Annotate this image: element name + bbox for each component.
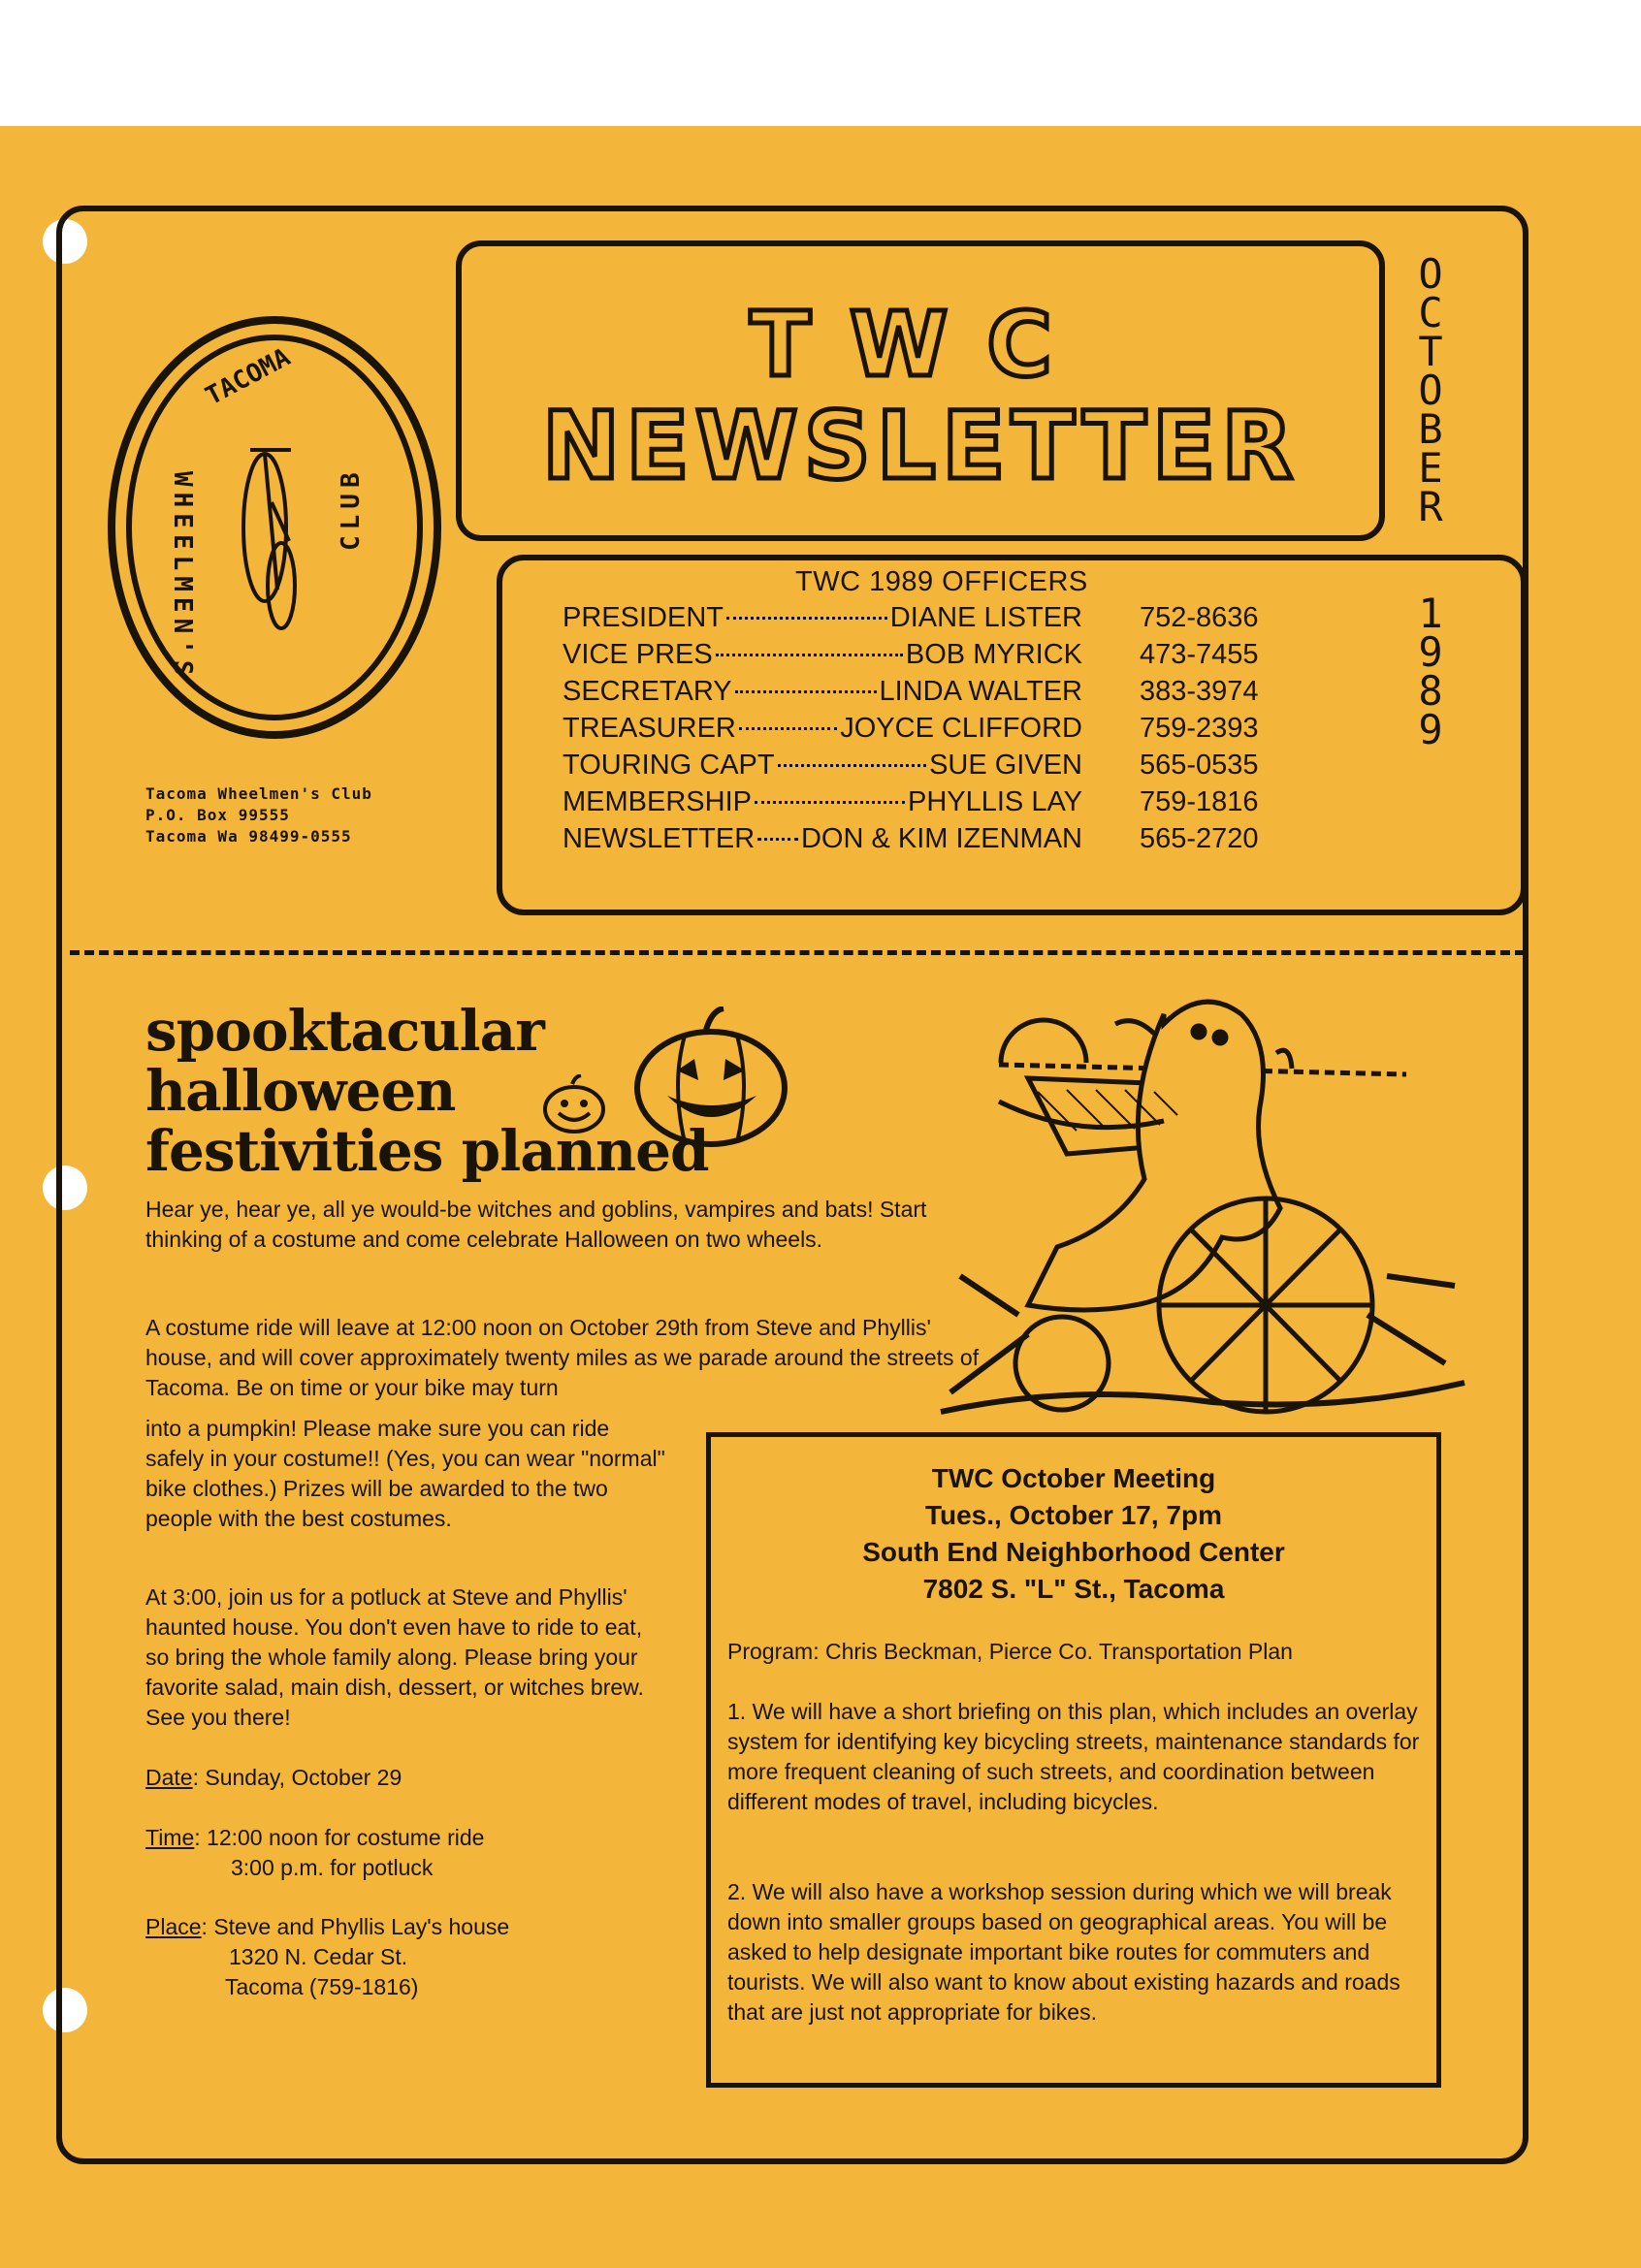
place-city: Tacoma (759-1816) (225, 1974, 419, 1999)
officer-role: VICE PRES (563, 639, 713, 670)
officer-name: LINDA WALTER (879, 676, 1082, 707)
bicycle-icon (243, 450, 295, 628)
meeting-item: 2. We will also have a workshop session during which we will break down into smaller groups based on geographical areas. You will be asked to help designate important bike routes for commuters and tourists. We will also want to know about existing hazards and roads that are just not appropriate for bikes. (727, 1879, 1400, 2025)
headline-line: festivities planned (145, 1118, 709, 1184)
year-digit: 1 (1418, 590, 1443, 637)
section-divider (70, 950, 1525, 955)
officer-role: TREASURER (563, 713, 736, 744)
time-value: : 12:00 noon for costume ride (194, 1825, 485, 1850)
meeting-title: TWC October Meeting (931, 1463, 1216, 1493)
time-value-potluck: 3:00 p.m. for potluck (231, 1855, 434, 1880)
club-logo (105, 308, 454, 759)
time-label: Time (145, 1825, 195, 1850)
address-line: P.O. Box 99555 (145, 806, 290, 824)
issue-month (1397, 250, 1464, 530)
officer-role: PRESIDENT (563, 602, 724, 633)
date-value: : Sunday, October 29 (192, 1765, 402, 1790)
meeting-program: Program: Chris Beckman, Pierce Co. Transportation Plan (727, 1639, 1293, 1664)
month-letter: E (1418, 444, 1443, 492)
officer-phone: 473-7455 (1140, 639, 1259, 670)
officer-row (563, 639, 1082, 676)
officer-row (563, 713, 1082, 750)
date-label: Date (145, 1765, 193, 1790)
meeting-address: 7802 S. "L" St., Tacoma (922, 1574, 1225, 1604)
officer-row (563, 750, 1082, 786)
headline-line: halloween (145, 1058, 456, 1124)
meeting-item: 1. We will have a short briefing on this plan, which includes an overlay system for identifying key bicycling streets, maintenance standards for more frequent cleaning of such streets, and coordination between different modes of travel, including bicycles. (727, 1699, 1420, 1814)
officer-role: SECRETARY (563, 676, 732, 707)
month-letter: T (1418, 328, 1443, 375)
place-value: : Steve and Phyllis Lay's house (201, 1914, 510, 1939)
place-street: 1320 N. Cedar St. (229, 1944, 408, 1969)
year-digit: 9 (1418, 628, 1443, 676)
club-address (145, 783, 372, 847)
officer-row (563, 676, 1082, 713)
officer-phone: 565-2720 (1140, 823, 1259, 854)
officer-phone: 759-1816 (1140, 786, 1259, 817)
halloween-headline (145, 998, 709, 1184)
officer-name: JOYCE CLIFFORD (840, 713, 1082, 744)
event-time (145, 1823, 484, 1853)
officer-name: PHYLLIS LAY (907, 786, 1082, 817)
place-label: Place (145, 1914, 202, 1939)
officer-phone: 752-8636 (1140, 602, 1259, 633)
officer-role: NEWSLETTER (563, 823, 756, 854)
address-line: Tacoma Wa 98499-0555 (145, 827, 352, 846)
ghost-on-bicycle-illustration (931, 985, 1474, 1436)
masthead (456, 240, 1385, 541)
jack-o-lantern-icon (628, 1006, 793, 1157)
meeting-where: South End Neighborhood Center (862, 1537, 1285, 1567)
officers-heading: TWC 1989 OFFICERS (795, 566, 1088, 597)
month-letter: O (1418, 250, 1443, 298)
logo-text-left: WHEELMEN'S (168, 471, 197, 682)
event-place (145, 1912, 509, 1942)
address-line: Tacoma Wheelmen's Club (145, 784, 372, 803)
month-letter: C (1418, 289, 1443, 336)
meeting-when: Tues., October 17, 7pm (924, 1500, 1223, 1530)
year-digit: 9 (1418, 706, 1443, 753)
small-pumpkin-icon (539, 1074, 609, 1139)
month-letter: B (1418, 405, 1443, 453)
masthead-title-newsletter: NEWSLETTER (541, 392, 1300, 500)
costume-ride-paragraph-cont: into a pumpkin! Please make sure you can ride safely in your costume!! (Yes, you can wear "normal" bike clothes.) Prizes will be awarded to the two people with the best costumes. (145, 1416, 665, 1531)
logo-text-right: CLUB (337, 466, 366, 551)
halloween-intro: Hear ye, hear ye, all ye would-be witches and goblins, vampires and bats! Start thinking of a costume and come celebrate Halloween on two wheels. (145, 1197, 927, 1252)
officer-role: TOURING CAPT (563, 750, 775, 781)
officer-row (563, 823, 1082, 860)
officer-name: BOB MYRICK (905, 639, 1082, 670)
event-date (145, 1763, 402, 1793)
month-letter: O (1418, 367, 1443, 414)
officer-row (563, 786, 1082, 823)
officer-phone: 759-2393 (1140, 713, 1259, 744)
meeting-heading (706, 1460, 1441, 1608)
officer-phone: 565-0535 (1140, 750, 1259, 781)
potluck-paragraph: At 3:00, join us for a potluck at Steve and Phyllis' haunted house. You don't even have to ride to eat, so bring the whole family along. Please bring your favorite salad, main dish, dessert, or witches brew. See you there! (145, 1584, 644, 1730)
masthead-title-twc: TWC (750, 293, 1091, 397)
officer-row (563, 602, 1082, 639)
logo-text-top: TACOMA (201, 342, 296, 412)
officer-name: DIANE LISTER (889, 602, 1082, 633)
costume-ride-paragraph: A costume ride will leave at 12:00 noon on October 29th from Steve and Phyllis' house, and will cover approximately twenty miles as we parade around the streets of Tacoma. Be on time or your bike may turn (145, 1315, 980, 1400)
officer-name: DON & KIM IZENMAN (800, 823, 1082, 854)
headline-line: spooktacular (145, 998, 544, 1064)
month-letter: R (1418, 483, 1443, 530)
officer-role: MEMBERSHIP (563, 786, 752, 817)
year-digit: 8 (1418, 667, 1443, 715)
officer-phone: 383-3974 (1140, 676, 1259, 707)
officer-name: SUE GIVEN (929, 750, 1082, 781)
